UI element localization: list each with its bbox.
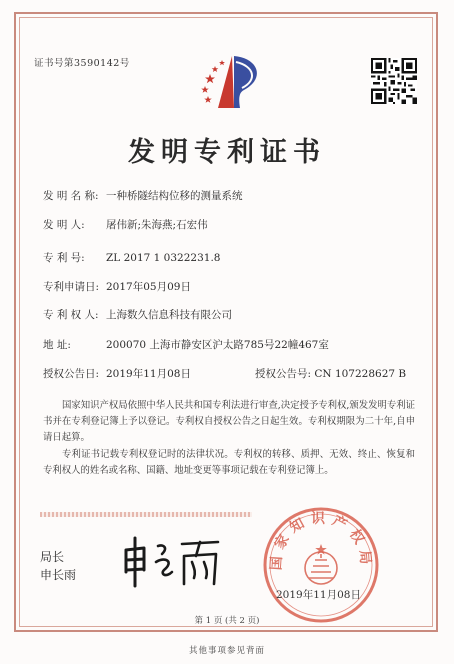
field-grant-date — [43, 366, 191, 381]
field-value: 2017年05月09日 — [106, 281, 191, 293]
page-number: 第 1 页 (共 2 页) — [194, 616, 260, 626]
field-value: 2019年11月08日 — [106, 368, 191, 380]
field-value: ZL 2017 1 0322231.8 — [106, 252, 221, 264]
field-value: 上海数久信息科技有限公司 — [106, 309, 232, 321]
decorative-band — [40, 512, 252, 517]
certificate-number: 证书号第3590142号 — [34, 58, 130, 69]
field-address — [43, 337, 329, 352]
field-value: CN 107228627 B — [314, 368, 407, 380]
field-label: 地 址: — [43, 339, 71, 351]
field-patentee — [43, 307, 232, 322]
field-inventor — [43, 217, 208, 232]
paragraph-grant-statement: 国家知识产权局依照中华人民共和国专利法进行审查,决定授予专利权,颁发发明专利证书并在专利登记簿上予以登记。专利权自授权公告之日起生效。专利权期限为二十年,自申请日起算。 — [43, 400, 415, 443]
paragraph-legal-status: 专利证书记载专利权登记时的法律状况。专利权的转移、质押、无效、终止、恢复和专利权人的姓名或名称、国籍、地址变更等事项记载在专利登记簿上。 — [43, 449, 415, 476]
field-label: 发 明 人: — [43, 219, 85, 231]
field-label: 专利申请日: — [43, 281, 100, 293]
handwritten-signature — [118, 532, 228, 590]
field-label: 发 明 名 称: — [43, 190, 99, 202]
seal-text: 国家知识产权局 — [268, 511, 374, 571]
signer-title: 局长 — [40, 550, 65, 564]
field-grant-no — [255, 366, 406, 381]
field-label: 专 利 权 人: — [43, 309, 99, 321]
field-label: 专 利 号: — [43, 252, 85, 264]
patent-office-emblem-icon — [196, 48, 266, 118]
svg-text:国家知识产权局 — [267, 510, 373, 571]
field-value: 屠伟新;朱海燕;石宏伟 — [106, 219, 208, 231]
qr-code-icon — [371, 58, 417, 104]
field-label: 授权公告号: — [255, 368, 312, 380]
field-patent-no — [43, 250, 220, 265]
signer-name: 申长雨 — [40, 568, 77, 582]
certificate-title: 发明专利证书 — [128, 137, 326, 168]
field-invention-name — [43, 188, 243, 203]
field-filing-date — [43, 279, 191, 294]
field-value: 一种桥隧结构位移的测量系统 — [106, 190, 243, 202]
field-value: 200070 上海市静安区沪太路785号22幢467室 — [106, 339, 329, 351]
seal-date: 2019年11月08日 — [276, 589, 361, 601]
footer-note: 其他事项参见背面 — [188, 646, 265, 656]
official-seal — [262, 506, 380, 624]
field-label: 授权公告日: — [43, 368, 100, 380]
